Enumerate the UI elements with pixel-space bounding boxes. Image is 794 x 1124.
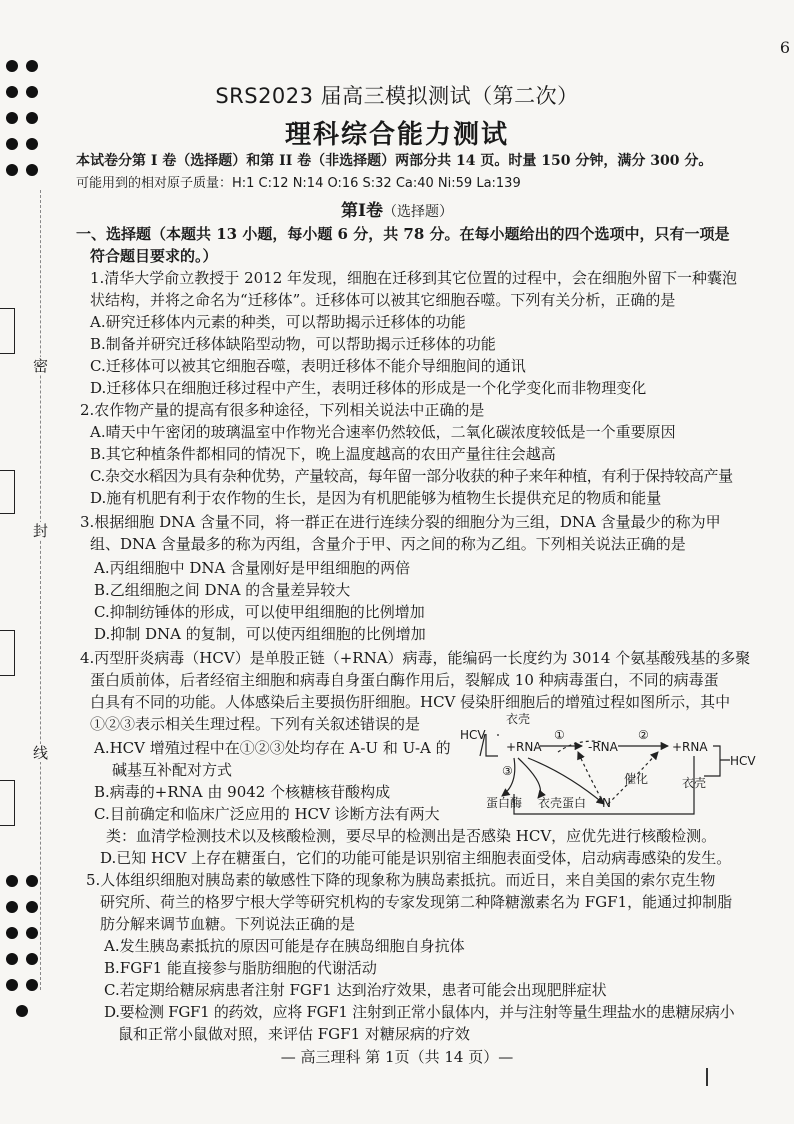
page-corner-number: 6: [779, 38, 790, 57]
student-info-box: [0, 630, 15, 676]
option-line: A.研究迁移体内元素的种类，可以帮助揭示迁移体的功能: [90, 313, 466, 331]
option-line: B.乙组细胞之间 DNA 的含量差异较大: [94, 581, 351, 599]
option-line: C.目前确定和临床广泛应用的 HCV 诊断方法有两大: [94, 805, 440, 823]
question-stem: 白具有不同的功能。人体感染后主要损伤肝细胞。HCV 侵染肝细胞后的增殖过程如图所示，其中: [90, 693, 731, 711]
binding-hole: [26, 927, 38, 939]
binding-hole: [6, 927, 18, 939]
option-line: C.抑制纺锤体的形成，可以使甲组细胞的比例增加: [94, 603, 425, 621]
option-line: C.迁移体可以被其它细胞吞噬，表明迁移体不能介导细胞间的通讯: [90, 357, 526, 375]
hcv-replication-diagram: [458, 712, 780, 826]
option-line: 碱基互补配对方式: [112, 761, 233, 779]
section-title: [0, 196, 794, 221]
binding-hole: [6, 875, 18, 887]
option-line: A.HCV 增殖过程中在①②③处均存在 A-U 和 U-A 的: [94, 739, 451, 757]
option-line: D.抑制 DNA 的复制，可以使丙组细胞的比例增加: [94, 625, 426, 643]
binding-hole: [6, 901, 18, 913]
binding-hole: [26, 979, 38, 991]
option-line: D.迁移体只在细胞迁移过程中产生，表明迁移体的形成是一个化学变化而非物理变化: [90, 379, 647, 397]
option-line: B.其它种植条件都相同的情况下，晚上温度越高的农田产量往往会越高: [90, 445, 556, 463]
diagram-label-coat: 衣壳: [506, 712, 531, 726]
option-line: A.发生胰岛素抵抗的原因可能是存在胰岛细胞自身抗体: [104, 937, 465, 955]
exam-title: SRS2023 届高三模拟测试（第二次）: [215, 84, 579, 108]
seal-char: 密: [33, 357, 49, 375]
option-line: A.丙组细胞中 DNA 含量刚好是甲组细胞的两倍: [94, 559, 411, 577]
diagram-label-hcv: HCV: [460, 728, 486, 742]
question-stem: 1.清华大学俞立教授于 2012 年发现，细胞在迁移到其它位置的过程中，会在细胞外留下一种囊泡: [90, 269, 738, 287]
question-stem: 3.根据细胞 DNA 含量不同，将一群正在进行连续分裂的细胞分为三组，DNA 含量最少的称为甲: [80, 513, 721, 531]
diagram-label-coat: 衣壳: [682, 776, 707, 790]
option-line: B.病毒的+RNA 由 9042 个核糖核苷酸构成: [94, 783, 391, 801]
option-line: 鼠和正常小鼠做对照，来评估 FGF1 对糖尿病的疗效: [118, 1025, 470, 1043]
binding-hole: [6, 164, 18, 176]
option-line: A.晴天中午密闭的玻璃温室中作物光合速率仍然较低，二氧化碳浓度较低是一个重要原因: [90, 423, 676, 441]
seal-char: 线: [33, 744, 49, 762]
section-note: （选择题）: [382, 204, 453, 220]
seal-dashed-line: [40, 190, 41, 990]
option-line: B.FGF1 能直接参与脂肪细胞的代谢活动: [104, 959, 377, 977]
question-stem: 4.丙型肝炎病毒（HCV）是单股正链（+RNA）病毒，能编码一长度约为 3014 个氨基酸残基的多聚: [80, 649, 751, 667]
diagram-label-plus-rna: +RNA: [672, 740, 708, 754]
diagram-label-protease: 蛋白酶: [486, 796, 523, 810]
binding-hole: [26, 164, 38, 176]
atomic-masses: 可能用到的相对原子质量：H:1 C:12 N:14 O:16 S:32 Ca:40 Ni:59 La:139: [76, 176, 521, 191]
option-line: C.杂交水稻因为具有杂种优势，产量较高，每年留一部分收获的种子来年种植，有利于保持较高产量: [90, 467, 733, 485]
binding-hole: [6, 979, 18, 991]
question-stem: 组、DNA 含量最多的称为丙组，含量介于甲、丙之间的称为乙组。下列相关说法正确的是: [90, 535, 686, 553]
diagram-step-1: ①: [554, 728, 565, 742]
option-line: B.制备并研究迁移体缺陷型动物，可以帮助揭示迁移体的功能: [90, 335, 496, 353]
question-stem: 蛋白质前体，后者经宿主细胞和病毒自身蛋白酶作用后，裂解成 10 种病毒蛋白，不同的病毒蛋: [90, 671, 719, 689]
student-info-box: [0, 470, 15, 514]
binding-hole: [16, 1005, 28, 1017]
binding-hole: [26, 875, 38, 887]
page-footer: — 高三理科 第 1页（共 14 页）—: [280, 1048, 514, 1066]
diagram-label-n: N: [602, 796, 611, 810]
diagram-label-coat-protein: 衣壳蛋白: [538, 796, 587, 810]
diagram-label-minus-rna: -RNA: [588, 740, 618, 754]
question-stem: 2.农作物产量的提高有很多种途径，下列相关说法中正确的是: [80, 401, 485, 419]
diagram-label-hcv: HCV: [730, 754, 756, 768]
question-stem: 研究所、荷兰的格罗宁根大学等研究机构的专家发现第二种降糖激素名为 FGF1，能通过抑制脂: [100, 893, 733, 911]
binding-hole: [26, 953, 38, 965]
scan-mark: [706, 1068, 708, 1086]
question-stem: ①②③表示相关生理过程。下列有关叙述错误的是: [90, 715, 421, 733]
diagram-label-plus-rna: +RNA: [506, 740, 542, 754]
binding-hole: [26, 901, 38, 913]
diagram-label-catalysis: 催化: [624, 772, 649, 786]
question-stem: 肪分解来调节血糖。下列说法正确的是: [100, 915, 356, 933]
exam-subtitle: 理科综合能力测试: [284, 120, 509, 150]
binding-hole: [26, 60, 38, 72]
student-info-box: [0, 308, 15, 354]
section-name: 第Ⅰ卷: [341, 201, 383, 221]
question-stem: 状结构，并将之命名为“迁移体”。迁移体可以被其它细胞吞噬。下列有关分析，正确的是: [90, 291, 676, 309]
exam-info: 本试卷分第 I 卷（选择题）和第 II 卷（非选择题）两部分共 14 页。时量 150 分钟，满分 300 分。: [76, 153, 713, 169]
student-info-box: [0, 780, 15, 826]
diagram-step-2: ②: [638, 728, 649, 742]
option-line: C.若定期给糖尿病患者注射 FGF1 达到治疗效果，患者可能会出现肥胖症状: [104, 981, 607, 999]
instruction-line: 符合题目要求的。）: [90, 247, 218, 265]
diagram-step-3: ③: [502, 764, 513, 778]
option-line: D.已知 HCV 上存在糖蛋白，它们的功能可能是识别宿主细胞表面受体，启动病毒感染的发生。: [100, 849, 732, 867]
question-stem: 5.人体组织细胞对胰岛素的敏感性下降的现象称为胰岛素抵抗。而近日，来自美国的索尔克生物: [86, 871, 716, 889]
option-line: 类：血清学检测技术以及核酸检测，要尽早的检测出是否感染 HCV，应优先进行核酸检测。: [106, 827, 717, 845]
binding-hole: [6, 953, 18, 965]
binding-hole: [6, 60, 18, 72]
instruction-line: 一、选择题（本题共 13 小题，每小题 6 分，共 78 分。在每小题给出的四个选项中，只有一项是: [76, 225, 730, 243]
option-line: D.施有机肥有利于农作物的生长，是因为有机肥能够为植物生长提供充足的物质和能量: [90, 489, 662, 507]
option-line: D.要检测 FGF1 的药效，应将 FGF1 注射到正常小鼠体内，并与注射等量生理盐水的患糖尿病小: [104, 1003, 735, 1021]
seal-char: 封: [33, 522, 49, 540]
